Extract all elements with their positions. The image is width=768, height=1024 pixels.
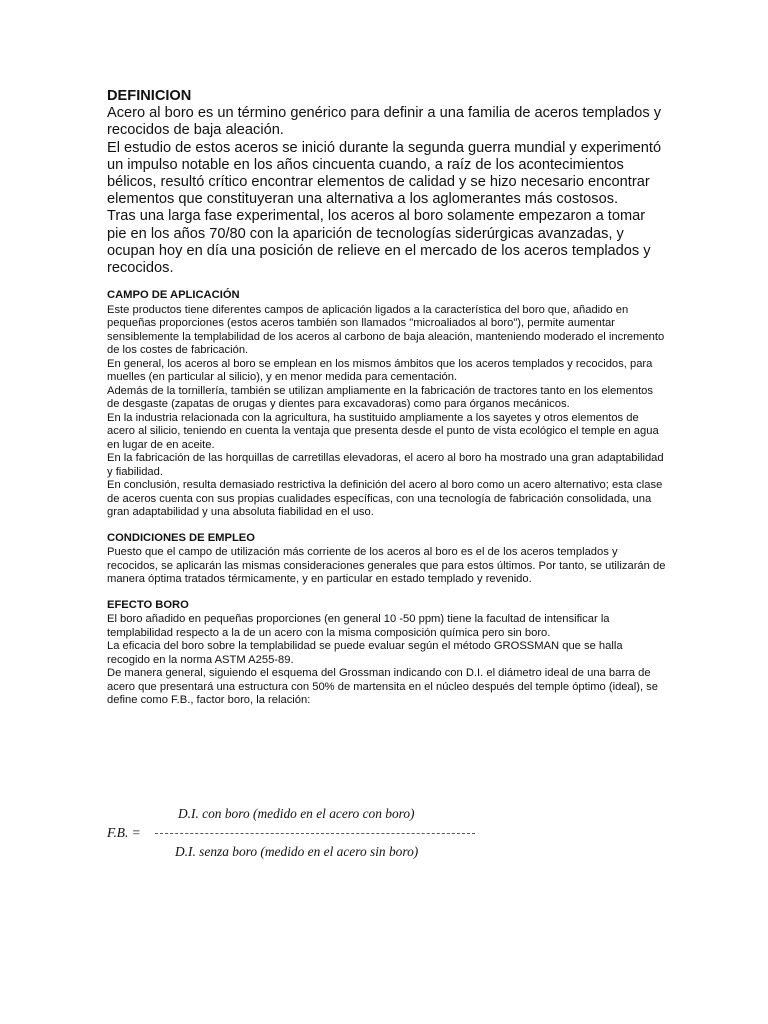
definition-paragraph-1: Acero al boro es un término genérico para definir a una familia de aceros templados y recocidos de baja aleación.	[107, 105, 662, 139]
formula-denominator: D.I. senza boro (medido en el acero sin boro)	[175, 844, 419, 859]
boron-effect-section	[107, 599, 667, 708]
definition-heading: DEFINICION	[107, 88, 192, 104]
document-body	[107, 88, 667, 708]
definition-paragraph-3: Tras una larga fase experimental, los aceros al boro solamente empezaron a tomar pie en los años 70/80 con la aparición de tecnologías siderúrgicas avanzadas, y ocupan hoy en día una posición de relieve en el mercado de los aceros templados y recocidos.	[107, 208, 651, 277]
formula-numerator: D.I. con boro (medido en el acero con boro)	[178, 806, 415, 821]
boron-effect-paragraph-1: El boro añadido en pequeñas proporciones (en general 10 -50 ppm) tiene la facultad de intensificar la templabilidad respecto a la de un acero con la misma composición química pero sin boro.	[107, 613, 610, 639]
definition-section	[107, 88, 667, 277]
application-paragraph-1: Este productos tiene diferentes campos de aplicación ligados a la característica del boro que, añadido en pequeñas proporciones (estos aceros también son llamados "microaliados al boro"), permite aumentar sensiblemente la templabilidad de los aceros al carbono de baja aleación, manteniendo moderado el incremento de los costes de fabricación.	[107, 303, 665, 357]
boron-effect-paragraph-2: La eficacia del boro sobre la templabilidad se puede evaluar según el método GROSSMAN que se halla recogido en la norma ASTM A255-89.	[107, 640, 623, 666]
application-section	[107, 289, 667, 520]
application-paragraph-5: En la fabricación de las horquillas de carretillas elevadoras, el acero al boro ha mostrado una gran adaptabilidad y fiabilidad.	[107, 452, 664, 478]
boron-effect-heading: EFECTO BORO	[107, 598, 189, 611]
boron-effect-paragraph-3: De manera general, siguiendo el esquema del Grossman indicando con D.I. el diámetro ideal de una barra de acero que presentará una estructura con 50% de martensita en el núcleo después del temple óptimo (ideal), se define como F.B., factor boro, la relación:	[107, 667, 659, 707]
usage-conditions-heading: CONDICIONES DE EMPLEO	[107, 531, 255, 544]
application-paragraph-2: En general, los aceros al boro se emplean en los mismos ámbitos que los aceros templados y recocidos, para muelles (en particular al silicio), y en menor medida para cementación.	[107, 357, 653, 384]
usage-conditions-section	[107, 532, 667, 587]
definition-paragraph-2: El estudio de estos aceros se inició durante la segunda guerra mundial y experimentó un impulso notable en los años cincuenta cuando, a raíz de los acontecimientos bélicos, resultó crítico encontrar elementos de calidad y se hizo necesario encontrar elementos que constituyeran una alternativa a los aglomerantes más costosos.	[107, 139, 662, 208]
application-paragraph-3: Además de la tornillería, también se utilizan ampliamente en la fabricación de tractores tanto en los elementos de desgaste (zapatas de orugas y dientes para excavadoras) como para órganos mecánicos.	[107, 384, 653, 411]
formula-lhs: F.B. =	[107, 825, 141, 840]
application-heading: CAMPO DE APLICACIÓN	[107, 289, 240, 302]
fraction-line	[155, 833, 475, 834]
application-paragraph-4: En la industria relacionada con la agricultura, ha sustituido ampliamente a los sayetes y otros elementos de acero al silicio, teniendo en cuenta la ventaja que presenta desde el punto de vista ecológico el temple en agua en lugar de en aceite.	[107, 411, 659, 451]
application-paragraph-6: En conclusión, resulta demasiado restrictiva la definición del acero al boro como un acero alternativo; esta clase de aceros cuenta con sus propias cualidades específicas, con una tecnología de fabricación consolidada, una gran adaptabilidad y una absoluta fiabilidad en el uso.	[107, 479, 663, 519]
usage-conditions-paragraph-1: Puesto que el campo de utilización más corriente de los aceros al boro es el de los aceros templados y recocidos, se aplicarán las mismas consideraciones generales que para estos últimos. Por tanto, se utilizarán de manera óptima tratados térmicamente, y en particular en estado templado y revenido.	[107, 546, 666, 586]
boron-factor-formula	[107, 806, 477, 866]
